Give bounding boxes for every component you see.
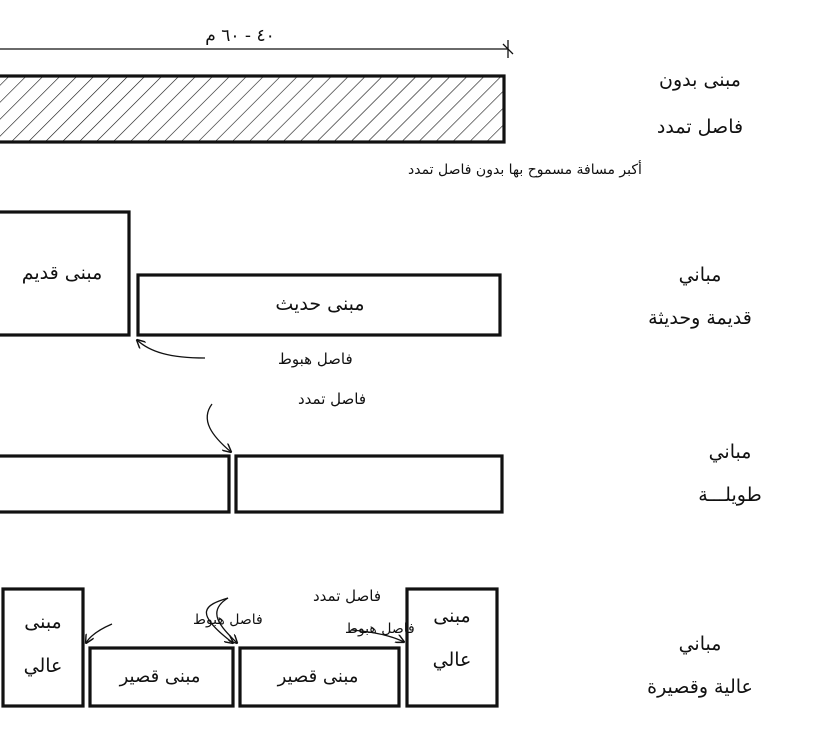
building-hatched-bar: [0, 76, 504, 142]
tall-building-right-label1: مبنى: [433, 605, 471, 627]
section-no-expansion-joint: [0, 26, 743, 178]
max-distance-caption: أكبر مسافة مسموح بها بدون فاصل تمدد: [408, 162, 642, 178]
row-label-1-line2: فاصل تمدد: [656, 116, 744, 138]
section-tall-and-short: [3, 587, 753, 706]
settlement-joint-arrow: [137, 340, 205, 358]
row-label-2-line2: قديمة وحديثة: [648, 307, 752, 329]
long-building-right: [236, 456, 502, 512]
settlement-joint-arrow-4a: [86, 624, 112, 643]
old-building-label: مبنى قديم: [21, 262, 103, 284]
dimension-label: ٤٠ - ٦٠ م: [205, 26, 275, 46]
row-label-2-line1: مباني: [678, 264, 722, 286]
new-building-label: مبنى حديث: [275, 293, 365, 315]
settlement-joint-label-4a: فاصل هبوط: [193, 612, 263, 628]
section-old-and-new: [0, 212, 752, 368]
settlement-joint-label: فاصل هبوط: [278, 350, 353, 368]
expansion-joint-label-4: فاصل تمدد: [313, 587, 382, 605]
tall-building-left-label1: مبنى: [24, 611, 62, 633]
tall-building-left-label2: عالي: [23, 655, 63, 677]
row-label-4-line2: عالية وقصيرة: [647, 676, 753, 698]
expansion-joint-arrow: [207, 404, 231, 452]
long-building-left: [0, 456, 229, 512]
expansion-joint-label: فاصل تمدد: [298, 390, 367, 408]
row-label-4-line1: مباني: [678, 633, 722, 655]
short-building-left-label: مبنى قصير: [119, 666, 201, 687]
row-label-3-line1: مباني: [708, 441, 752, 463]
row-label-3-line2: طويلـــة: [698, 484, 762, 506]
short-building-right-label: مبنى قصير: [277, 666, 359, 687]
section-long-buildings: [0, 390, 762, 512]
tall-building-right-label2: عالي: [432, 649, 472, 671]
settlement-joint-label-4b: فاصل هبوط: [345, 621, 415, 637]
tall-building-left: [3, 589, 83, 706]
row-label-1-line1: مبنى بدون: [659, 69, 741, 91]
